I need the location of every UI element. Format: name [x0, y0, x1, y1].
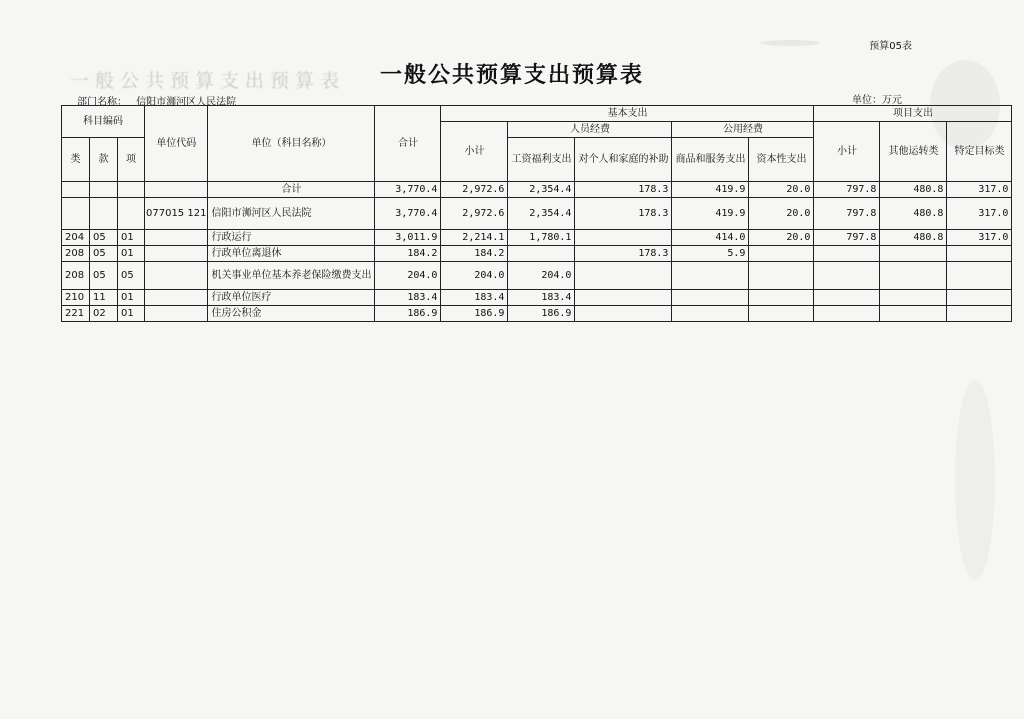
table-row — [62, 290, 1012, 306]
cell-code — [145, 306, 208, 322]
cell-family-subsidy: 178.3 — [575, 198, 672, 230]
cell-total: 3,770.4 — [375, 182, 441, 198]
table-header — [62, 106, 1012, 182]
table-row — [62, 306, 1012, 322]
cell-other-transfer — [880, 246, 947, 262]
cell-family-subsidy — [575, 290, 672, 306]
table-body — [62, 182, 1012, 322]
cell-project-subtotal: 797.8 — [814, 182, 880, 198]
header-special-target: 特定目标类 — [947, 122, 1012, 182]
header-wages: 工资福利支出 — [508, 138, 575, 182]
cell-other-transfer: 480.8 — [880, 182, 947, 198]
cell-other-transfer — [880, 290, 947, 306]
header-unit-code: 单位代码 — [145, 106, 208, 182]
cell-basic-subtotal: 184.2 — [441, 246, 508, 262]
unit-label: 单位：万元 — [852, 95, 902, 106]
cell-code — [145, 246, 208, 262]
header-capital: 资本性支出 — [749, 138, 814, 182]
cell-wages: 1,780.1 — [508, 230, 575, 246]
cell-kuan: 05 — [90, 230, 118, 246]
cell-goods-services — [672, 262, 749, 290]
cell-kuan: 05 — [90, 262, 118, 290]
cell-special-target — [947, 246, 1012, 262]
cell-kuan — [90, 182, 118, 198]
cell-name: 信阳市浉河区人民法院 — [208, 198, 375, 230]
cell-xiang: 01 — [118, 246, 145, 262]
cell-xiang: 05 — [118, 262, 145, 290]
header-lei: 类 — [62, 138, 90, 182]
cell-basic-subtotal: 183.4 — [441, 290, 508, 306]
cell-project-subtotal: 797.8 — [814, 230, 880, 246]
cell-lei: 204 — [62, 230, 90, 246]
cell-family-subsidy — [575, 306, 672, 322]
cell-basic-subtotal: 2,214.1 — [441, 230, 508, 246]
cell-name: 行政运行 — [208, 230, 375, 246]
cell-lei: 208 — [62, 246, 90, 262]
cell-xiang — [118, 198, 145, 230]
cell-total: 204.0 — [375, 262, 441, 290]
cell-kuan: 05 — [90, 246, 118, 262]
cell-basic-subtotal: 2,972.6 — [441, 198, 508, 230]
cell-capital — [749, 306, 814, 322]
cell-wages: 186.9 — [508, 306, 575, 322]
table-row — [62, 262, 1012, 290]
cell-xiang: 01 — [118, 306, 145, 322]
cell-project-subtotal — [814, 262, 880, 290]
header-personnel: 人员经费 — [508, 122, 672, 138]
cell-special-target: 317.0 — [947, 230, 1012, 246]
cell-goods-services: 419.9 — [672, 198, 749, 230]
cell-basic-subtotal: 2,972.6 — [441, 182, 508, 198]
cell-other-transfer — [880, 306, 947, 322]
cell-family-subsidy: 178.3 — [575, 182, 672, 198]
cell-lei: 208 — [62, 262, 90, 290]
cell-code: 077015 121 — [145, 198, 208, 230]
cell-project-subtotal — [814, 290, 880, 306]
cell-kuan: 11 — [90, 290, 118, 306]
cell-name: 住房公积金 — [208, 306, 375, 322]
cell-name: 行政单位离退休 — [208, 246, 375, 262]
cell-name: 合计 — [208, 182, 375, 198]
cell-total: 183.4 — [375, 290, 441, 306]
cell-project-subtotal — [814, 306, 880, 322]
page-title: 一般公共预算支出预算表 — [379, 63, 644, 88]
header-family-subsidy: 对个人和家庭的补助 — [575, 138, 672, 182]
header-basic: 基本支出 — [441, 106, 814, 122]
cell-special-target — [947, 290, 1012, 306]
cell-lei — [62, 182, 90, 198]
department-label: 部门名称： — [77, 97, 127, 108]
cell-goods-services — [672, 290, 749, 306]
cell-total: 3,770.4 — [375, 198, 441, 230]
cell-lei: 210 — [62, 290, 90, 306]
cell-other-transfer: 480.8 — [880, 230, 947, 246]
cell-total: 184.2 — [375, 246, 441, 262]
cell-capital: 20.0 — [749, 198, 814, 230]
scan-speck — [760, 40, 820, 46]
cell-goods-services: 5.9 — [672, 246, 749, 262]
scan-speck — [955, 380, 995, 580]
header-subject-code: 科目编码 — [62, 106, 145, 138]
cell-goods-services: 414.0 — [672, 230, 749, 246]
bleed-through-text: 一般公共预算支出预算表 — [70, 70, 346, 92]
cell-special-target: 317.0 — [947, 198, 1012, 230]
cell-special-target — [947, 306, 1012, 322]
header-project: 项目支出 — [814, 106, 1012, 122]
cell-xiang: 01 — [118, 230, 145, 246]
table-row — [62, 230, 1012, 246]
cell-wages: 2,354.4 — [508, 182, 575, 198]
cell-kuan — [90, 198, 118, 230]
header-basic-subtotal: 小计 — [441, 122, 508, 182]
header-other-transfer: 其他运转类 — [880, 122, 947, 182]
budget-table — [61, 105, 1012, 322]
cell-code — [145, 230, 208, 246]
table-row — [62, 246, 1012, 262]
cell-kuan: 02 — [90, 306, 118, 322]
cell-capital: 20.0 — [749, 230, 814, 246]
cell-capital — [749, 290, 814, 306]
cell-other-transfer — [880, 262, 947, 290]
cell-basic-subtotal: 204.0 — [441, 262, 508, 290]
cell-code — [145, 262, 208, 290]
cell-project-subtotal: 797.8 — [814, 198, 880, 230]
header-unit-name: 单位（科目名称） — [208, 106, 375, 182]
cell-family-subsidy: 178.3 — [575, 246, 672, 262]
header-goods-services: 商品和服务支出 — [672, 138, 749, 182]
table-row — [62, 182, 1012, 198]
cell-xiang: 01 — [118, 290, 145, 306]
cell-capital: 20.0 — [749, 182, 814, 198]
cell-family-subsidy — [575, 230, 672, 246]
cell-goods-services: 419.9 — [672, 182, 749, 198]
header-xiang: 项 — [118, 138, 145, 182]
cell-wages: 204.0 — [508, 262, 575, 290]
header-project-subtotal: 小计 — [814, 122, 880, 182]
cell-total: 3,011.9 — [375, 230, 441, 246]
cell-xiang — [118, 182, 145, 198]
cell-name: 机关事业单位基本养老保险缴费支出 — [208, 262, 375, 290]
cell-goods-services — [672, 306, 749, 322]
page-id: 预算05表 — [869, 41, 912, 52]
header-kuan: 款 — [90, 138, 118, 182]
table-row — [62, 198, 1012, 230]
cell-capital — [749, 262, 814, 290]
cell-family-subsidy — [575, 262, 672, 290]
cell-project-subtotal — [814, 246, 880, 262]
cell-basic-subtotal: 186.9 — [441, 306, 508, 322]
header-public: 公用经费 — [672, 122, 814, 138]
cell-special-target — [947, 262, 1012, 290]
cell-wages — [508, 246, 575, 262]
cell-wages: 183.4 — [508, 290, 575, 306]
cell-other-transfer: 480.8 — [880, 198, 947, 230]
cell-special-target: 317.0 — [947, 182, 1012, 198]
cell-lei — [62, 198, 90, 230]
cell-code — [145, 290, 208, 306]
cell-code — [145, 182, 208, 198]
header-total: 合计 — [375, 106, 441, 182]
cell-wages: 2,354.4 — [508, 198, 575, 230]
department-name: 信阳市浉河区人民法院 — [136, 97, 237, 108]
cell-lei: 221 — [62, 306, 90, 322]
cell-capital — [749, 246, 814, 262]
cell-total: 186.9 — [375, 306, 441, 322]
cell-name: 行政单位医疗 — [208, 290, 375, 306]
